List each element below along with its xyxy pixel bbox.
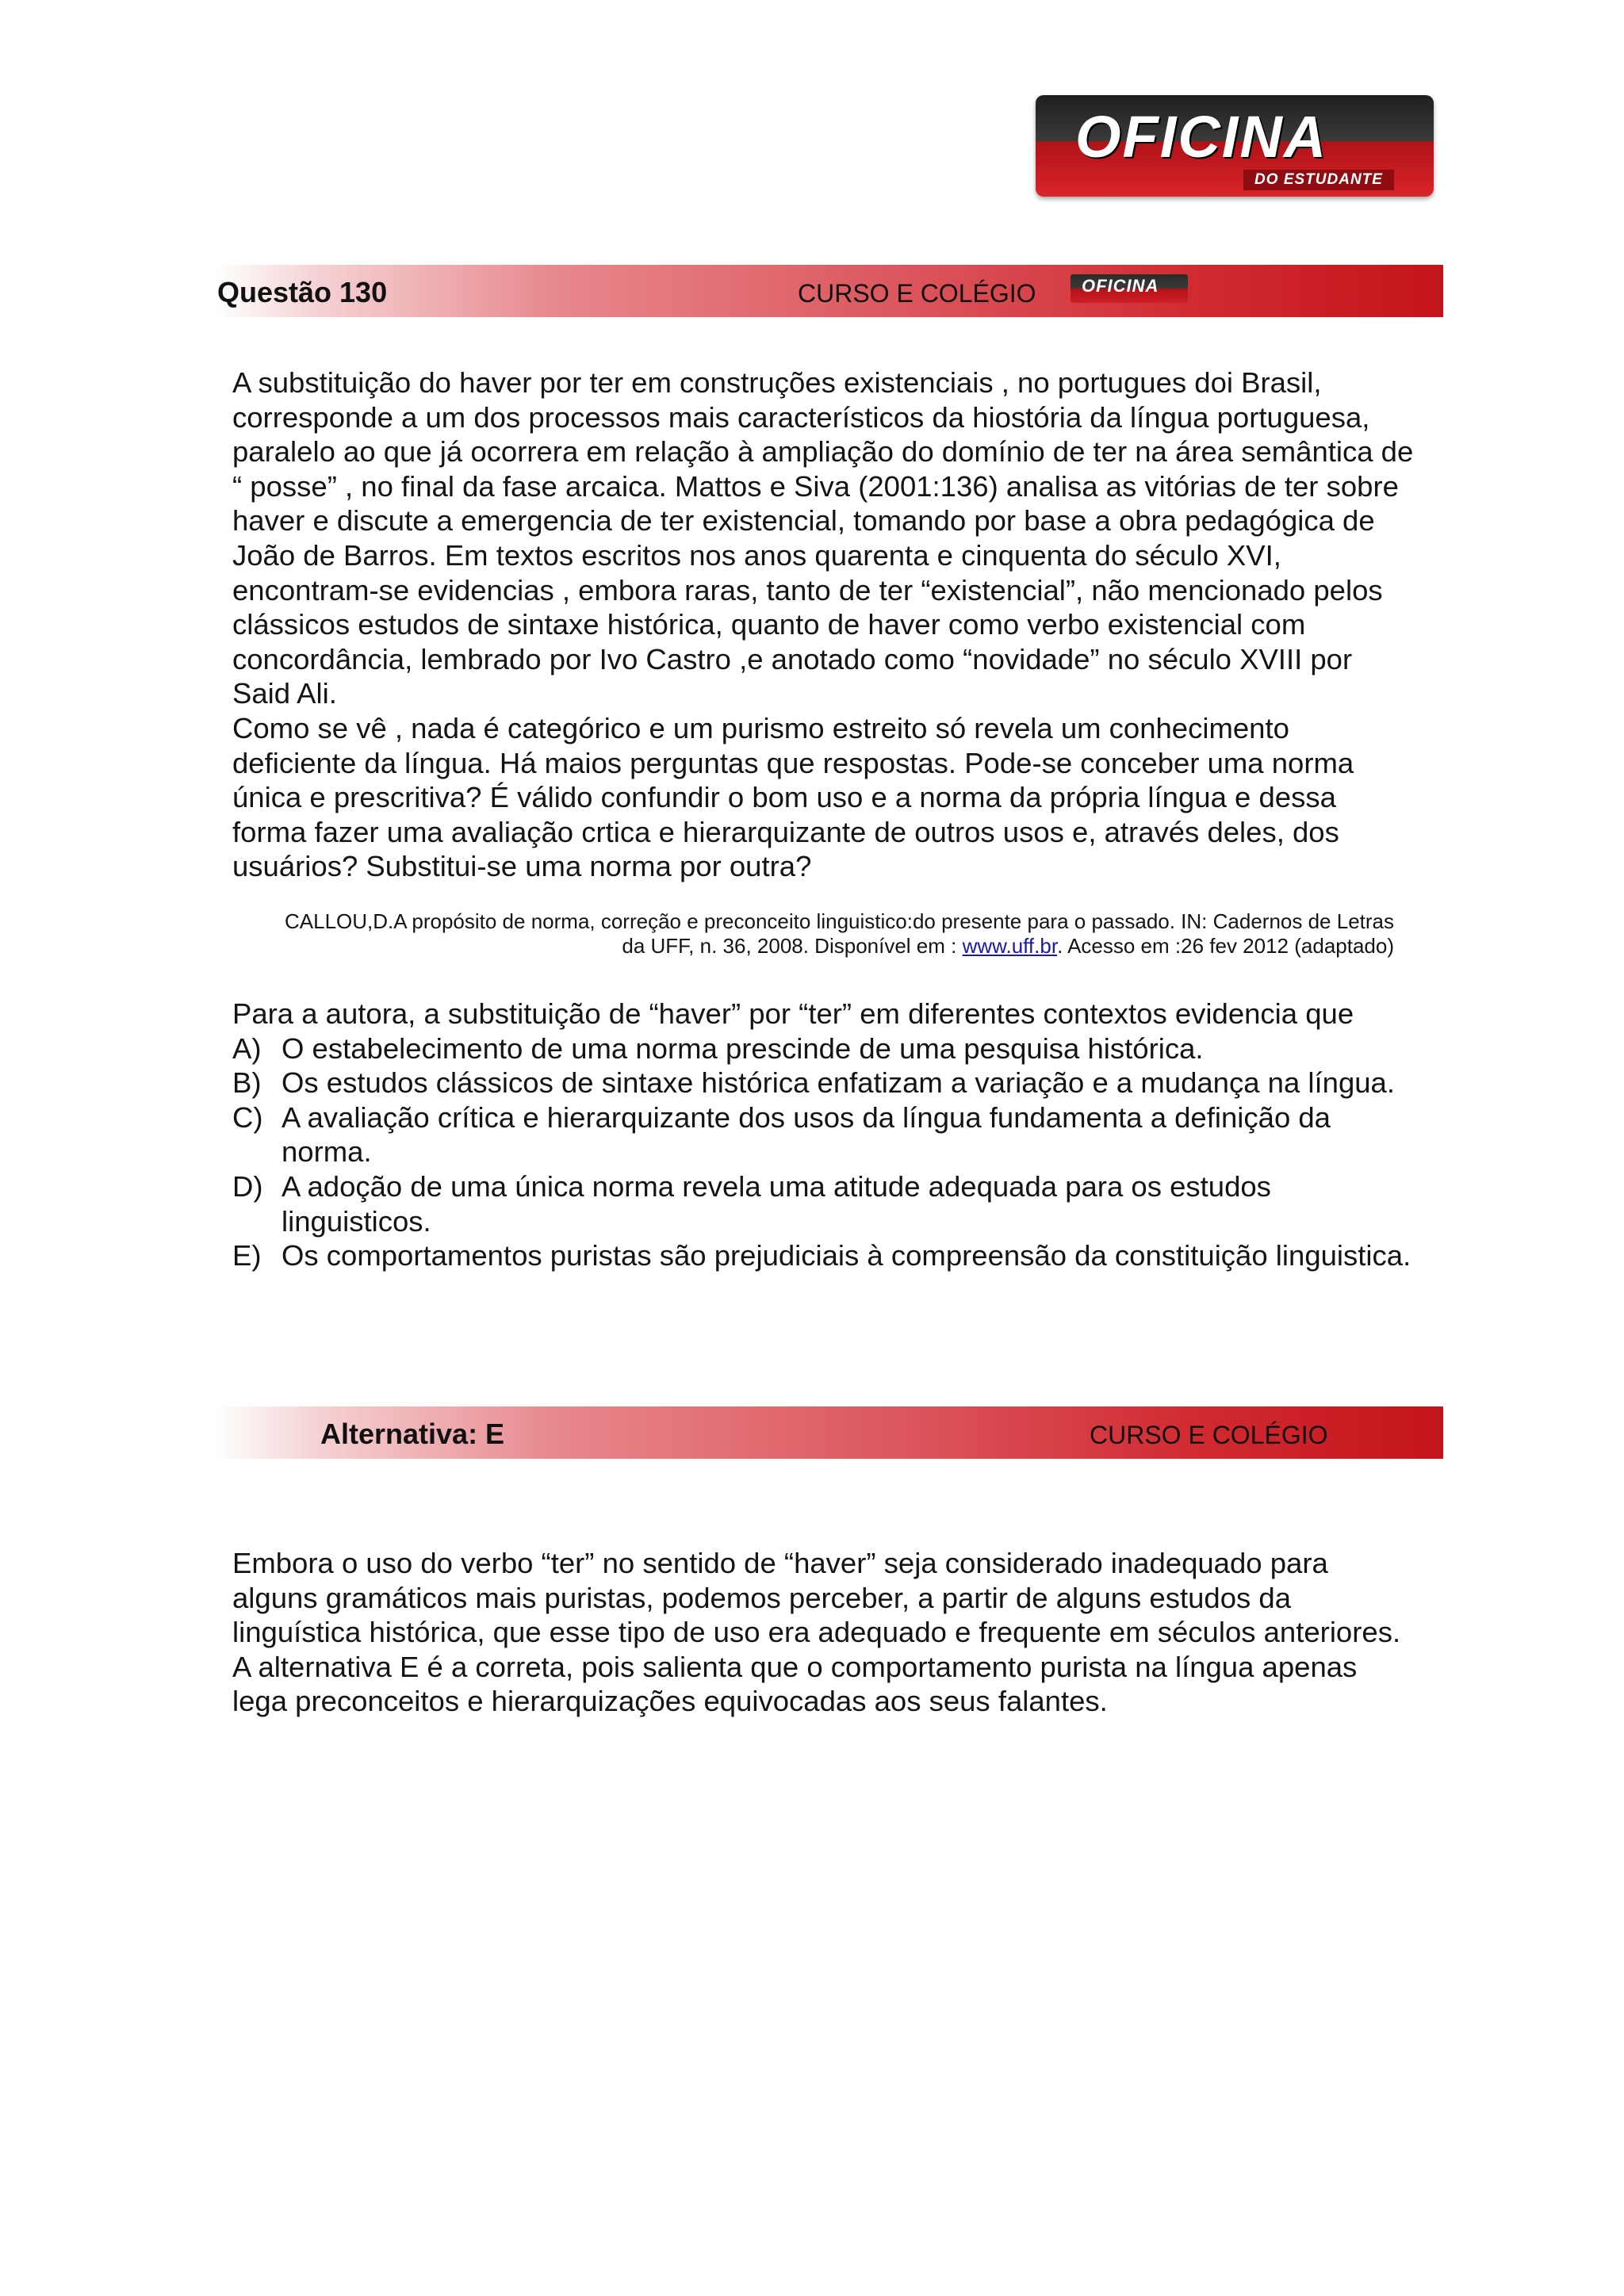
school-label: CURSO E COLÉGIO — [798, 279, 1036, 308]
logo-subtext: DO ESTUDANTE — [1243, 170, 1394, 190]
logo-wordmark: OFICINA — [1075, 104, 1328, 170]
option-b — [232, 1066, 1414, 1100]
citation-access: . Acesso em :26 fev 2012 (adaptado) — [1057, 934, 1394, 958]
question-block — [232, 997, 1414, 1273]
oficina-logo — [1036, 95, 1434, 197]
passage-paragraph-2: Como se vê , nada é categórico e um purismo estreito só revela um conhecimento deficiente da língua. Há maios perguntas que respostas. Pode-se conceber uma norma única e prescritiva? É válido confundir o bom uso e a norma da própria língua e dessa forma fazer uma avaliação crtica e hierarquizante de outros usos e, através deles, dos usuários? Substitui-se uma norma por outra? — [232, 711, 1354, 883]
option-letter: B) — [232, 1066, 262, 1100]
option-e — [232, 1238, 1414, 1273]
option-letter: D) — [232, 1169, 263, 1203]
option-text: O estabelecimento de uma norma prescinde de uma pesquisa histórica. — [282, 1031, 1204, 1065]
option-text: Os comportamentos puristas são prejudiciais à compreensão da constituição linguistica. — [282, 1239, 1411, 1272]
citation-text: CALLOU,D.A propósito de norma, correção e preconceito linguistico:do presente para o passado. IN: Cadernos de Letras da UFF, n. 36, 2008. Disponível em : — [284, 909, 1394, 958]
explanation-text: Embora o uso do verbo “ter” no sentido de “haver” seja considerado inadequado para alguns gramáticos mais puristas, podemos perceber, a partir de alguns estudos da linguística histórica, que esse tipo de uso era adequado e frequente em séculos anteriores. A alternativa E é a correta, pois salienta que o comportamento purista na língua apenas lega preconceitos e hierarquizações equivocadas aos seus falantes. — [232, 1547, 1401, 1718]
citation — [262, 909, 1394, 959]
question-stem: Para a autora, a substituição de “haver” por “ter” em diferentes contextos evidencia que — [232, 997, 1354, 1030]
option-text: A adoção de uma única norma revela uma atitude adequada para os estudos linguisticos. — [282, 1169, 1271, 1238]
option-text: Os estudos clássicos de sintaxe histórica enfatizam a variação e a mudança na língua. — [282, 1066, 1395, 1100]
option-d — [232, 1169, 1414, 1238]
mini-logo — [1071, 274, 1188, 303]
explanation — [232, 1546, 1414, 1719]
citation-link[interactable]: www.uff.br — [962, 934, 1058, 958]
mini-logo-text: OFICINA — [1082, 276, 1159, 296]
option-c — [232, 1100, 1414, 1169]
option-a — [232, 1031, 1414, 1066]
option-letter: A) — [232, 1031, 262, 1065]
school-label: CURSO E COLÉGIO — [1090, 1421, 1328, 1449]
option-letter: E) — [232, 1239, 262, 1272]
passage-paragraph-1: A substituição do haver por ter em construções existenciais , no portugues doi Brasil, corresponde a um dos processos mais característicos da hiostória da língua portuguesa, paralelo ao que já ocorrera em relação à ampliação do domínio de ter na área semântica de “ posse” , no final da fase arcaica. Mattos e Siva (2001:136) analisa as vitórias de ter sobre haver e discute a emergencia de ter existencial, tomando por base a obra pedagógica de João de Barros. Em textos escritos nos anos quarenta e cinquenta do século XVI, encontram-se evidencias , embora raras, tanto de ter “existencial”, não mencionado pelos clássicos estudos de sintaxe histórica, quanto de haver como verbo existencial com concordância, lembrado por Ivo Castro ,e anotado como “novidade” no século XVIII por Said Ali. — [232, 366, 1414, 710]
option-letter: C) — [232, 1100, 263, 1134]
answer-label: Alternativa: E — [320, 1418, 505, 1450]
answer-banner — [216, 1406, 1443, 1459]
option-text: A avaliação crítica e hierarquizante dos usos da língua fundamenta a definição da norma. — [282, 1100, 1331, 1169]
question-number: Questão 130 — [217, 276, 388, 308]
question-header-banner — [216, 265, 1443, 317]
passage — [232, 365, 1414, 884]
